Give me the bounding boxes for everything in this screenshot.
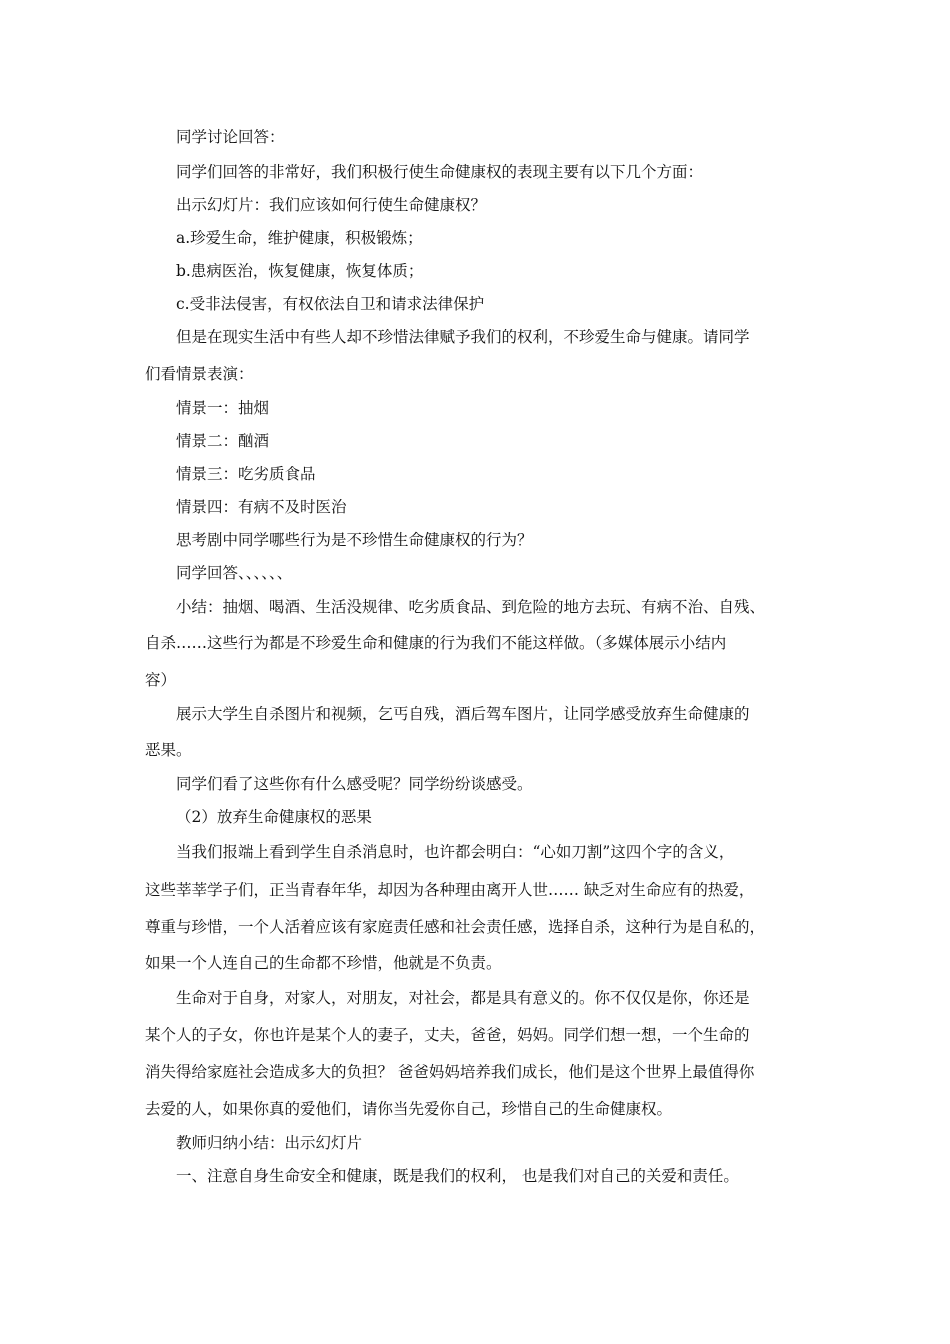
paragraph-line: 们看情景表演： bbox=[145, 365, 254, 383]
paragraph-line: 这些莘莘学子们，正当青春年华，却因为各种理由离开人世…… 缺乏对生命应有的热爱， bbox=[145, 881, 755, 899]
list-item: 情景三：吃劣质食品 bbox=[176, 465, 316, 483]
paragraph-line: 小结：抽烟、喝酒、生活没规律、吃劣质食品、到危险的地方去玩、有病不治、自残、 bbox=[176, 598, 766, 616]
paragraph-line: 如果一个人连自己的生命都不珍惜，他就是不负责。 bbox=[145, 954, 502, 972]
list-item: 情景四：有病不及时医治 bbox=[176, 498, 347, 516]
list-item: 情景一：抽烟 bbox=[176, 399, 270, 417]
paragraph-line: 尊重与珍惜，一个人活着应该有家庭责任感和社会责任感，选择自杀，这种行为是自私的， bbox=[145, 918, 766, 936]
paragraph-line: 思考剧中同学哪些行为是不珍惜生命健康权的行为？ bbox=[176, 531, 533, 549]
paragraph-line: 展示大学生自杀图片和视频，乞丐自残，酒后驾车图片，让同学感受放弃生命健康的 bbox=[176, 705, 750, 723]
paragraph-line: 但是在现实生活中有些人却不珍惜法律赋予我们的权利，不珍爱生命与健康。请同学 bbox=[176, 328, 750, 346]
paragraph-line: 同学们回答的非常好，我们积极行使生命健康权的表现主要有以下几个方面： bbox=[176, 163, 704, 181]
paragraph-line: 同学回答、、、、、、 bbox=[176, 564, 293, 582]
paragraph-line: 教师归纳小结：出示幻灯片 bbox=[176, 1134, 363, 1152]
section-heading: （2）放弃生命健康权的恶果 bbox=[176, 808, 372, 826]
paragraph-line: 生命对于自身，对家人，对朋友，对社会，都是具有意义的。你不仅仅是你，你还是 bbox=[176, 989, 750, 1007]
list-item: b.患病医治，恢复健康，恢复体质； bbox=[176, 262, 424, 280]
paragraph-line: 容） bbox=[145, 671, 177, 689]
paragraph-line: 一、注意自身生命安全和健康，既是我们的权利， 也是我们对自己的关爱和责任。 bbox=[176, 1167, 739, 1185]
paragraph-line: 当我们报端上看到学生自杀消息时，也许都会明白：“心如刀割”这四个字的含义， bbox=[176, 843, 735, 861]
paragraph-line: 去爱的人，如果你真的爱他们，请你当先爱你自己，珍惜自己的生命健康权。 bbox=[145, 1100, 673, 1118]
paragraph-line: 同学们看了这些你有什么感受呢？同学纷纷谈感受。 bbox=[176, 775, 533, 793]
paragraph-line: 恶果。 bbox=[145, 741, 192, 759]
paragraph-line: 消失得给家庭社会造成多大的负担？ 爸爸妈妈培养我们成长，他们是这个世界上最值得你 bbox=[145, 1063, 755, 1081]
paragraph-line: 出示幻灯片：我们应该如何行使生命健康权？ bbox=[176, 196, 487, 214]
list-item: 情景二：酗酒 bbox=[176, 432, 270, 450]
paragraph-line: 同学讨论回答： bbox=[176, 128, 285, 146]
list-item: a.珍爱生命，维护健康，积极锻炼； bbox=[176, 229, 423, 247]
list-item: c.受非法侵害，有权依法自卫和请求法律保护 bbox=[176, 295, 485, 313]
paragraph-line: 某个人的子女，你也许是某个人的妻子，丈夫，爸爸，妈妈。同学们想一想，一个生命的 bbox=[145, 1026, 750, 1044]
paragraph-line: 自杀……这些行为都是不珍爱生命和健康的行为我们不能这样做。（多媒体展示小结内 bbox=[145, 634, 727, 652]
